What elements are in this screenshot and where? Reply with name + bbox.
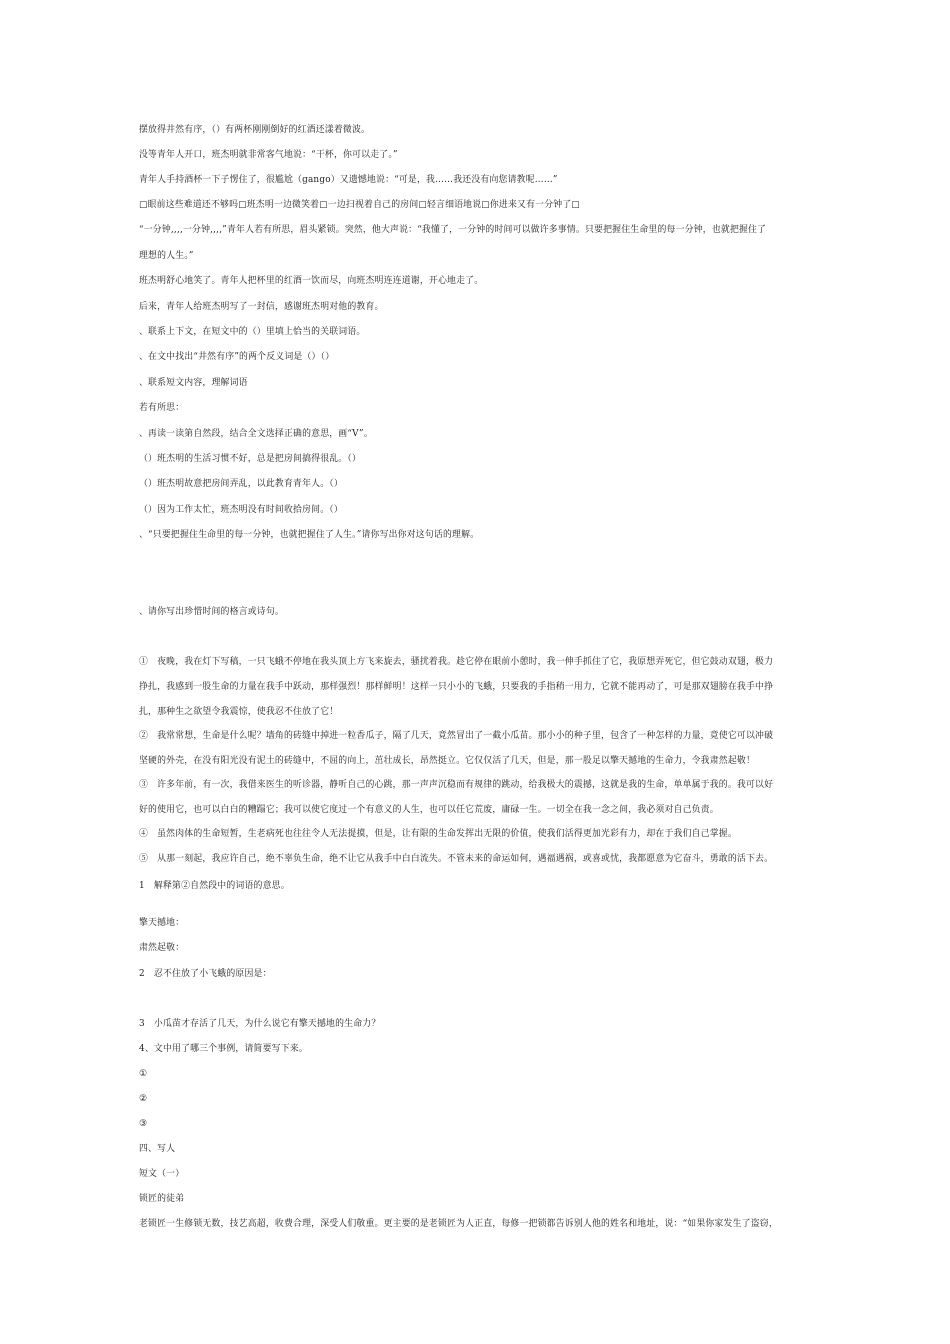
question-3-term: 若有所思：: [139, 403, 185, 413]
passage1-line-1: 摆放得井然有序，（）有两杯刚刚倒好的红酒还漾着微波。: [139, 125, 371, 135]
story-title: 锁匠的徒弟: [139, 1194, 185, 1204]
section-heading: 四、写人: [139, 1144, 176, 1154]
passage1-line-7: 班杰明舒心地笑了。青年人把杯里的红酒一饮而尽，向班杰明连连道谢，开心地走了。: [139, 276, 484, 286]
question-3: 、联系短文内容，理解词语: [139, 378, 248, 388]
answer-mark-2: ②: [139, 1094, 148, 1104]
passage1-line-5: “一分钟,,,,一分钟,,,,”青年人若有所思，眉头紧锁。突然，他大声说：“我懂了，一分钟的时间可以做许多事情。只要把握住生命里的每一分钟，也就把握住了: [139, 225, 767, 235]
passage2-term-1: 擎天撼地：: [139, 918, 185, 928]
passage2-line-8: ④ 虽然肉体的生命短暂，生老病死也往往令人无法提摸，但是，让有限的生命发挥出无限的价值，使我们活得更加光彩有力，却在于我们自己掌握。: [139, 829, 737, 839]
passage2-question-2: 2 忍不住放了小飞蛾的原因是：: [139, 969, 272, 979]
question-1: 、联系上下文，在短文中的（）里填上恰当的关联词语。: [139, 327, 366, 337]
question-4-option-2: （）班杰明故意把房间弄乱，以此教育青年人。（）: [139, 479, 343, 489]
passage2-question-4: 4、文中用了哪三个事例，请简要写下来。: [139, 1044, 308, 1054]
passage1-line-8: 后来，青年人给班杰明写了一封信，感谢班杰明对他的教育。: [139, 302, 384, 312]
section-subheading: 短文（一）: [139, 1169, 185, 1179]
passage1-line-6: 理想的人生。”: [139, 251, 194, 261]
answer-mark-3: ③: [139, 1119, 148, 1129]
passage2-question-3: 3 小瓜苗才存活了几天，为什么说它有擎天撼地的生命力？: [139, 1019, 381, 1029]
passage2-line-5: 坚硬的外壳，在没有阳光没有泥土的砖缝中，不屈的向上，茁壮成长，昂然挺立。它仅仅活了几天，但是，那一股足以擎天撼地的生命力，令我肃然起敬！: [139, 756, 756, 766]
passage2-line-7: 好的使用它，也可以白白的糟蹋它；我可以使它度过一个有意义的人生，也可以任它荒废，庸碌一生。一切全在我一念之间，我必须对自己负责。: [139, 805, 719, 815]
question-4-option-3: （）因为工作太忙，班杰明没有时间收拾房间。（）: [139, 505, 343, 515]
question-5: 、“只要把握住生命里的每一分钟，也就把握住了人生。”请你写出你对这句话的理解。: [139, 530, 480, 540]
passage2-question-1: 1 解释第②自然段中的词语的意思。: [139, 881, 290, 891]
passage1-line-4: □眼前这些难道还不够吗□班杰明一边微笑着□一边扫视着自己的房间□轻言细语地说□你进来又有一分钟了□: [139, 200, 580, 210]
passage2-line-3: 扎，那种生之欲望令我震惊，使我忍不住放了它！: [139, 707, 339, 717]
passage1-line-2: 没等青年人开口，班杰明就非常客气地说：“干杯，你可以走了。”: [139, 150, 398, 160]
question-6: 、请你写出珍惜时间的格言或诗句。: [139, 607, 284, 617]
story-first-line: 老锁匠一生修锁无数，技艺高超，收费合理，深受人们敬重。更主要的是老锁匠为人正直，每修一把锁都告诉别人他的姓名和地址，说：“如果你家发生了盗窃，: [139, 1219, 778, 1229]
question-4: 、再读一读第自然段，结合全文选择正确的意思，画“V”。: [139, 429, 373, 439]
passage2-line-1: ① 夜晚，我在灯下写稿，一只飞蛾不停地在我头顶上方飞来旋去，骚扰着我。趁它停在眼前小憩时，我一伸手抓住了它，我原想弄死它，但它鼓动双翅，极力: [139, 657, 774, 667]
answer-mark-1: ①: [139, 1069, 148, 1079]
passage2-line-6: ③ 许多年前，有一次，我借来医生的听诊器，静听自己的心跳，那一声声沉稳而有规律的跳动，给我极大的震撼，这就是我的生命，单单属于我的。我可以好: [139, 780, 774, 790]
question-4-option-1: （）班杰明的生活习惯不好，总是把房间搞得很乱。（）: [139, 454, 362, 464]
passage2-line-9: ⑤ 从那一刻起，我应许自己，绝不辜负生命，绝不让它从我手中白白流失。不管未来的命运如何，遇福遇祸，或喜或忧，我都愿意为它奋斗，勇敢的活下去。: [139, 854, 774, 864]
passage2-term-2: 肃然起敬：: [139, 943, 185, 953]
passage1-line-3: 青年人手持酒杯一下子愣住了，很尴尬（gango）又遗憾地说：“可是，我……我还没有向您请教呢……”: [139, 175, 558, 185]
passage2-line-2: 挣扎，我感到一股生命的力量在我手中跃动，那样强烈！那样鲜明！这样一只小小的飞蛾，只要我的手指稍一用力，它就不能再动了，可是那双翅膀在我手中挣: [139, 682, 774, 692]
question-2: 、在文中找出“井然有序”的两个反义词是（）（）: [139, 352, 335, 362]
passage2-line-4: ② 我常常想，生命是什么呢？墙角的砖缝中掉进一粒香瓜子，隔了几天，竟然冒出了一截小瓜苗。那小小的种子里，包含了一种怎样的力量，竟使它可以冲破: [139, 731, 774, 741]
